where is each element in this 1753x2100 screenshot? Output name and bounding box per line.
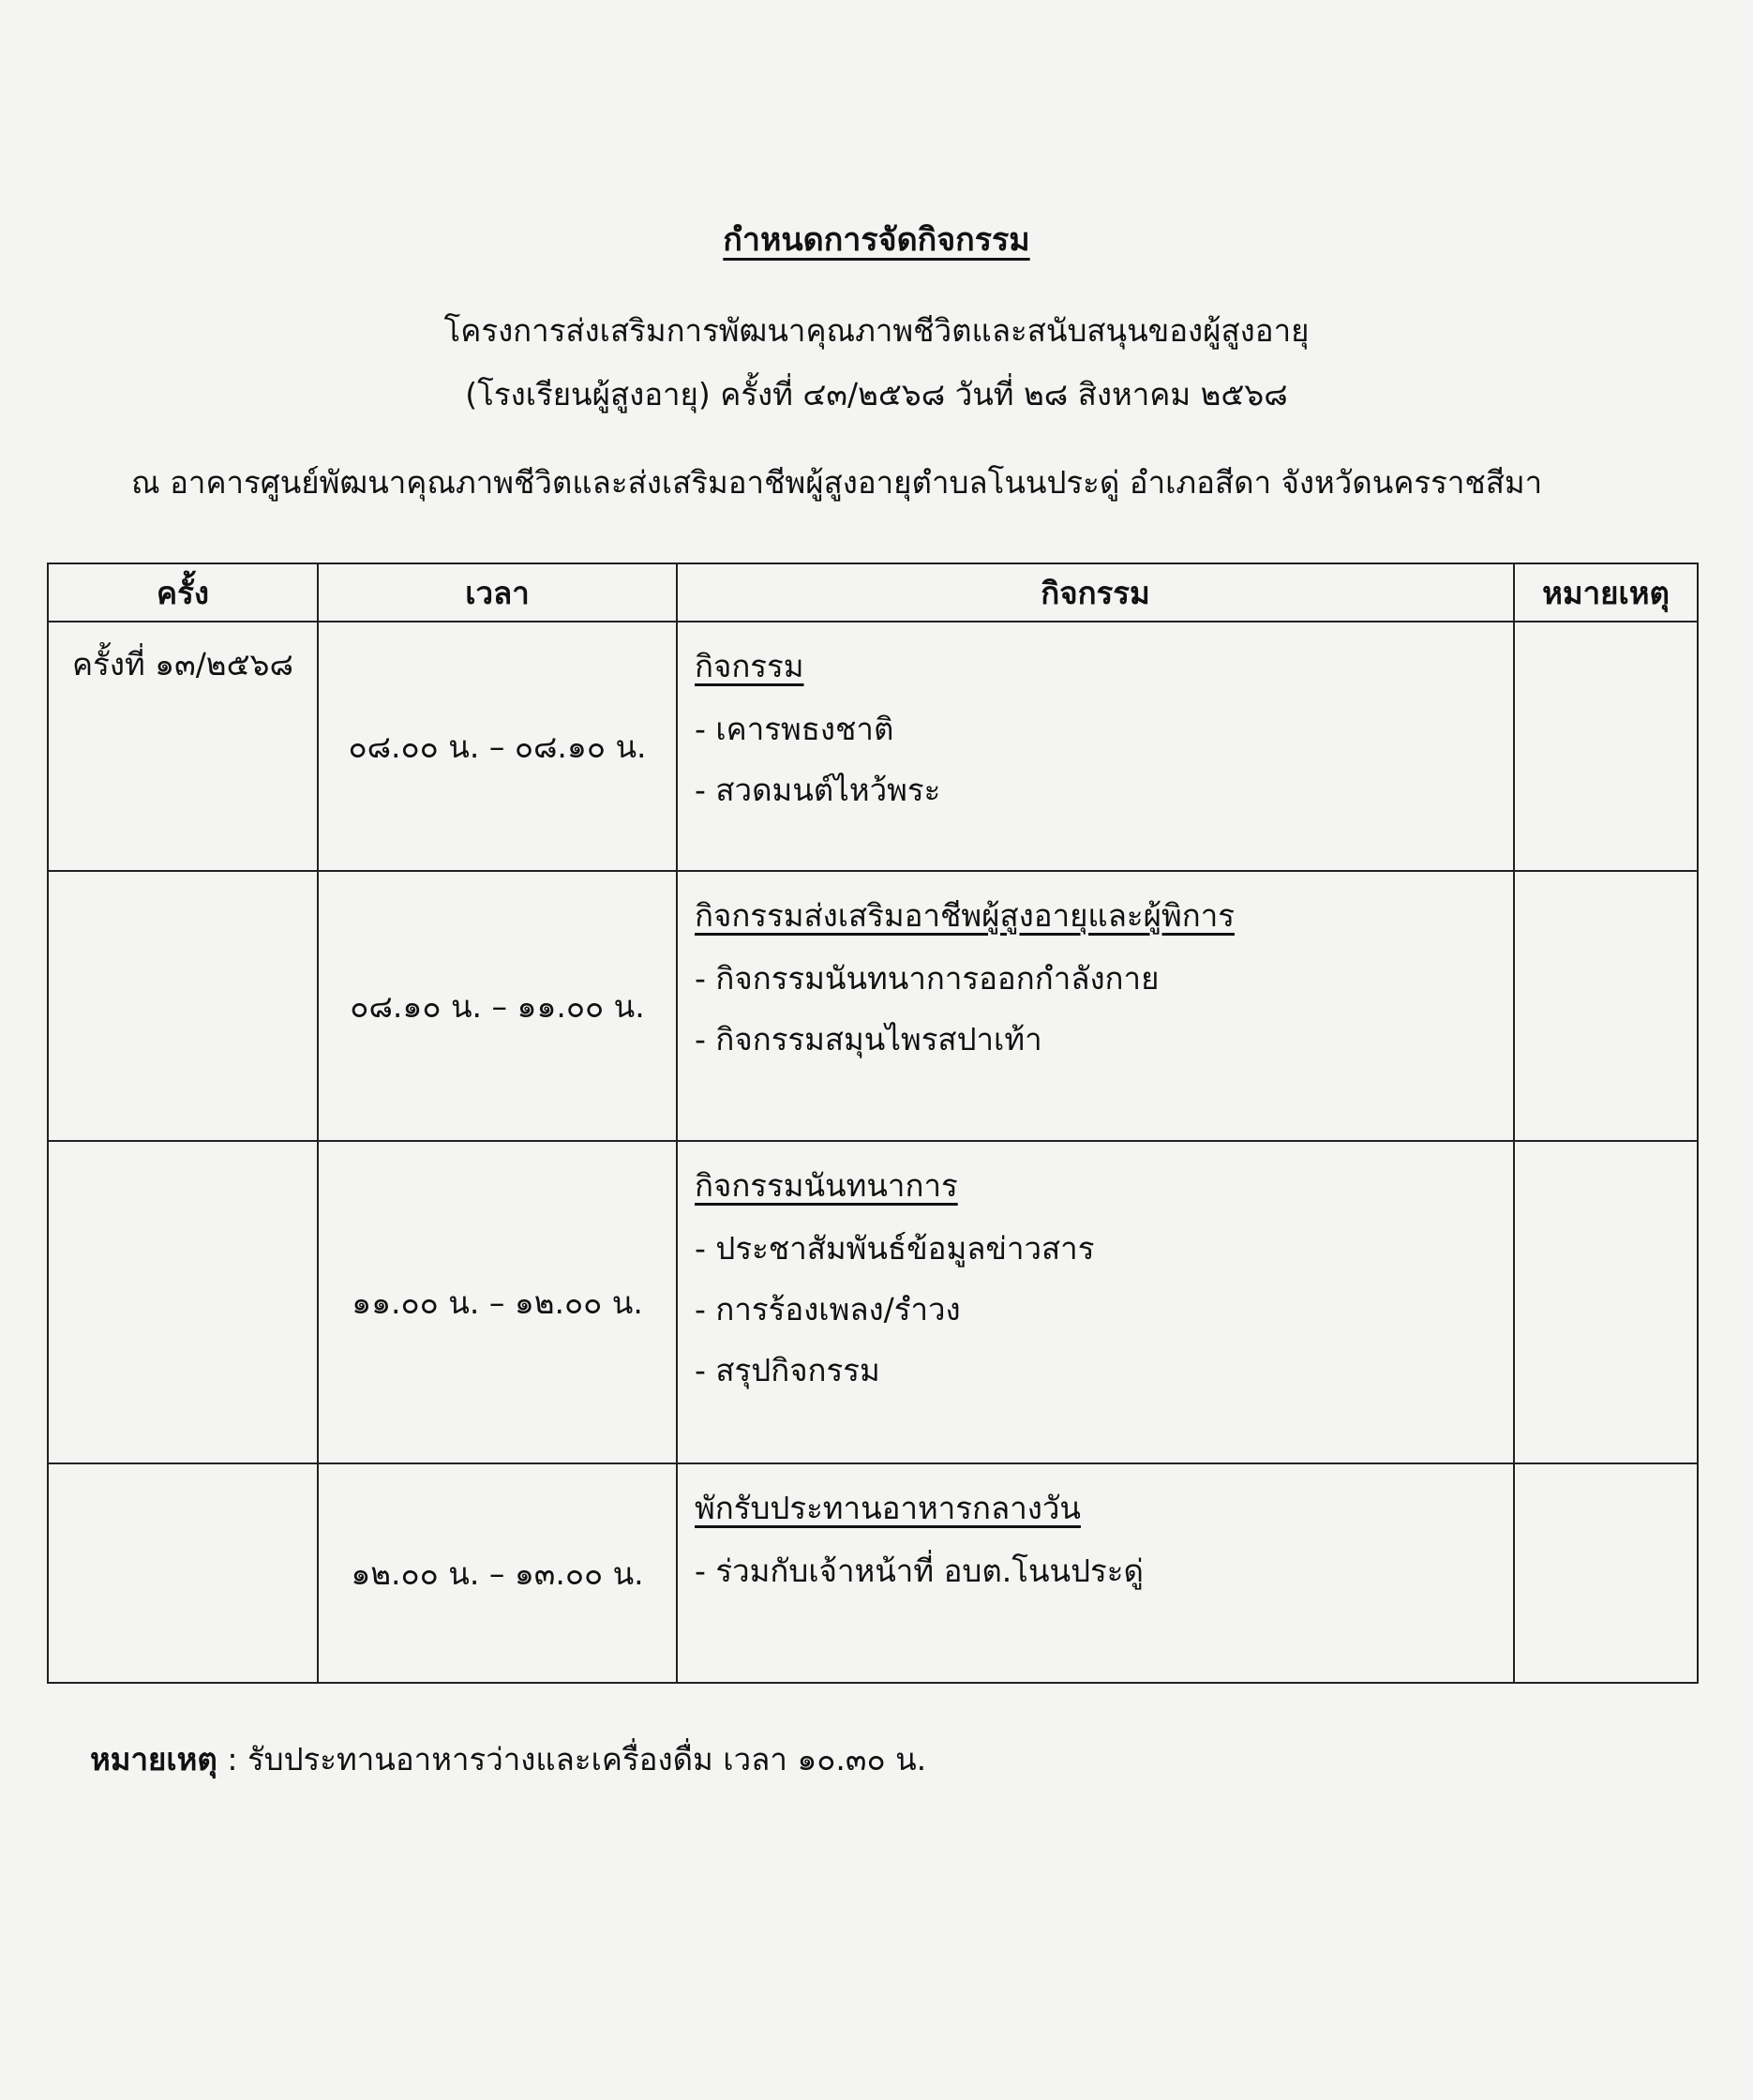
footnote-text: : รับประทานอาหารว่างและเครื่องดื่ม เวลา ๑๐.๓๐ น. xyxy=(217,1741,927,1778)
schedule-table xyxy=(47,562,1699,1684)
remark-cell xyxy=(1514,622,1698,871)
activity-item: - การร้องเพลง/รำวง xyxy=(695,1291,961,1328)
round-cell xyxy=(48,1463,318,1683)
table-row xyxy=(48,1463,1698,1683)
header-remark: หมายเหตุ xyxy=(1514,563,1698,622)
remark-cell xyxy=(1514,1463,1698,1683)
round-cell xyxy=(48,871,318,1141)
round-cell: ครั้งที่ ๑๓/๒๕๖๘ xyxy=(48,622,318,871)
table-row xyxy=(48,871,1698,1141)
round-cell xyxy=(48,1141,318,1463)
activity-item: - กิจกรรมสมุนไพรสปาเท้า xyxy=(695,1021,1042,1058)
header-time: เวลา xyxy=(318,563,677,622)
table-header-row xyxy=(48,563,1698,622)
time-cell: ๐๘.๐๐ น. – ๐๘.๑๐ น. xyxy=(318,622,677,871)
table-row xyxy=(48,1141,1698,1463)
header-activity: กิจกรรม xyxy=(677,563,1514,622)
venue: ณ อาคารศูนย์พัฒนาคุณภาพชีวิตและส่งเสริมอาชีพผู้สูงอายุตำบลโนนประดู่ อำเภอสีดา จังหวัดนครราชสีมา xyxy=(131,464,1543,501)
time-cell: ๑๑.๐๐ น. – ๑๒.๐๐ น. xyxy=(318,1141,677,1463)
activity-item: - ประชาสัมพันธ์ข้อมูลข่าวสาร xyxy=(695,1230,1095,1267)
project-session-date: (โรงเรียนผู้สูงอายุ) ครั้งที่ ๔๓/๒๕๖๘ วันที่ ๒๘ สิงหาคม ๒๕๖๘ xyxy=(465,376,1288,412)
activity-cell xyxy=(677,871,1514,1141)
header-round: ครั้ง xyxy=(48,563,318,622)
document-title: กำหนดการจัดกิจกรรม xyxy=(723,221,1030,259)
activity-cell xyxy=(677,1141,1514,1463)
activity-title: กิจกรรมนันทนาการ xyxy=(695,1167,958,1204)
activity-item: - สรุปกิจกรรม xyxy=(695,1352,880,1388)
activity-item: - เคารพธงชาติ xyxy=(695,711,894,747)
table-row xyxy=(48,622,1698,871)
project-name: โครงการส่งเสริมการพัฒนาคุณภาพชีวิตและสนับสนุนของผู้สูงอายุ xyxy=(443,312,1310,349)
footnote xyxy=(90,1734,926,1784)
activity-title: พักรับประทานอาหารกลางวัน xyxy=(695,1490,1081,1526)
activity-title: กิจกรรม xyxy=(695,648,804,684)
activity-title: กิจกรรมส่งเสริมอาชีพผู้สูงอายุและผู้พิการ xyxy=(695,897,1235,934)
remark-cell xyxy=(1514,871,1698,1141)
footnote-label: หมายเหตุ xyxy=(90,1741,217,1778)
activity-item: - สวดมนต์ไหว้พระ xyxy=(695,772,941,808)
time-cell: ๐๘.๑๐ น. – ๑๑.๐๐ น. xyxy=(318,871,677,1141)
time-cell: ๑๒.๐๐ น. – ๑๓.๐๐ น. xyxy=(318,1463,677,1683)
activity-item: - ร่วมกับเจ้าหน้าที่ อบต.โนนประดู่ xyxy=(695,1552,1144,1589)
activity-cell xyxy=(677,622,1514,871)
activity-cell xyxy=(677,1463,1514,1683)
activity-item: - กิจกรรมนันทนาการออกกำลังกาย xyxy=(695,960,1160,997)
remark-cell xyxy=(1514,1141,1698,1463)
